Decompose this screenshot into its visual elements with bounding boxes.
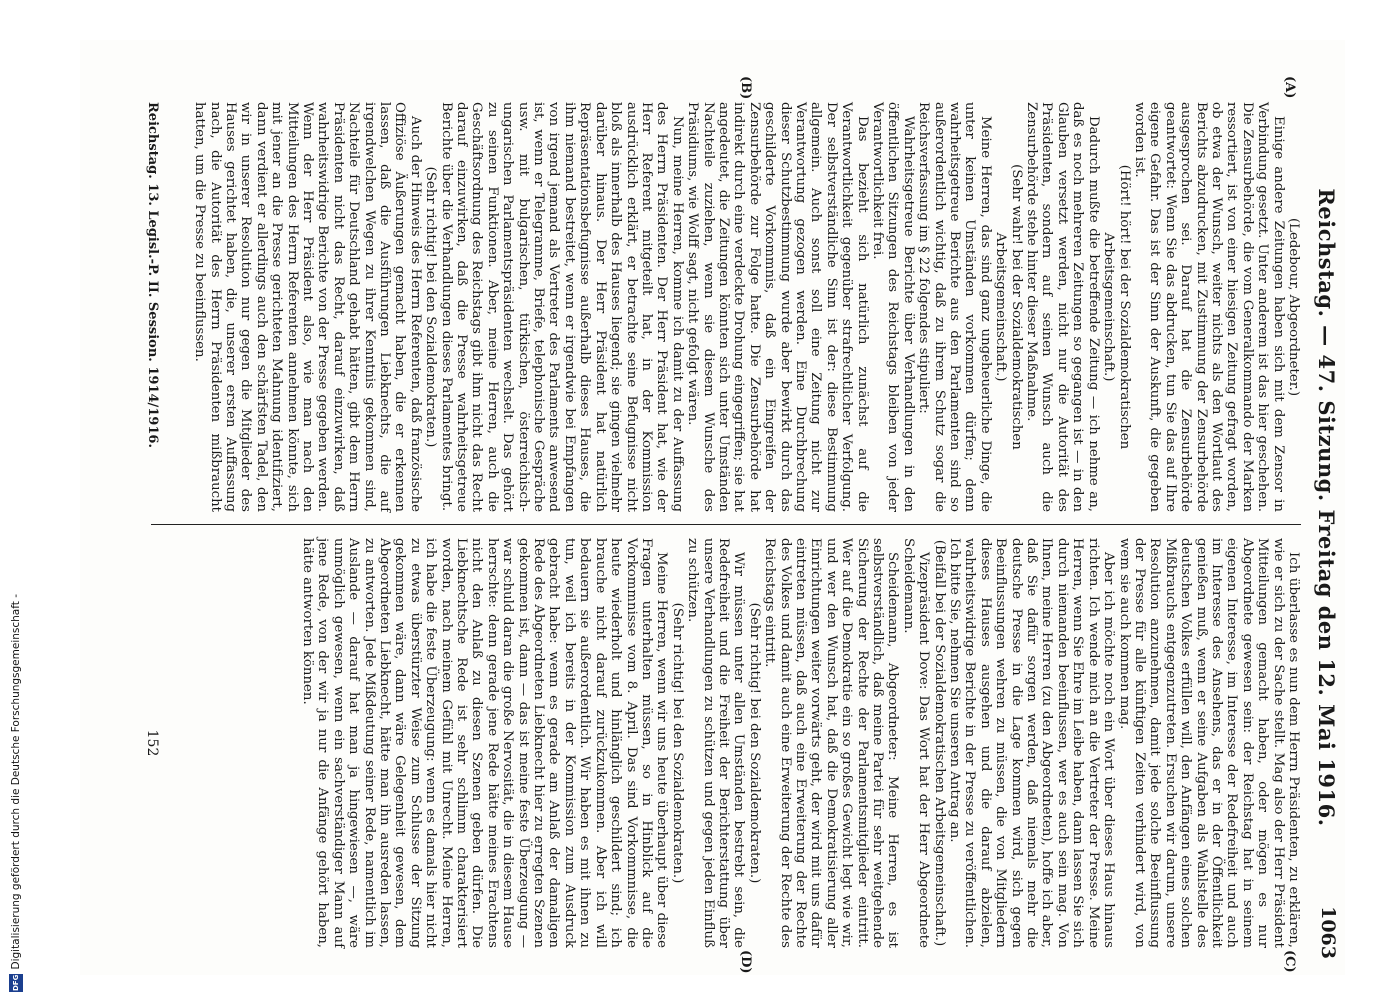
paragraph: Aber ich möchte noch ein Wort über dieses Haus hinaus richten. Ich wende mich an die Vertreter der Presse. Meine Herren, wenn Sie Ehre im Leibe haben, dann lassen Sie sich durch niemanden beeinflussen, wer es auch sein mag. Von Ihnen, meine Herren (zu den Abgeordneten), hoffe ich aber, daß Sie dafür sorgen werden, daß niemals mehr die deutsche Presse in die Lage kommen wird, sich gegen Beeinflussungen wehren zu müssen, die von Mitgliedern dieses Hauses ausgehen und die darauf abzielen, wahrheitswidrige Berichte in der Presse zu veröffentlichen. Ich bitte Sie, nehmen Sie unseren Antrag an. (947, 538, 1117, 948)
paragraph: Meine Herren, wenn wir uns heute überhaupt über diese Fragen unterhalten müssen, so in Hinblick auf die Vorkommnisse vom 8. April. Das sind Vorkommnisse, die heute wiederholt und hinlänglich geschildert sind; ich brauche nicht darauf zurückzukommen. Aber ich will bedauern sie außerordentlich. Wir haben es mit ihnen zu tun, weil ich bereits in der Kommission zum Ausdruck gebracht habe: wenn es gerade am Anlaß der damaligen Rede des Abgeordneten Liebknecht hier zu erregten Szenen gekommen ist, dann — das ist meine feste Überzeugung — war schuld daran die große Nervosität, die in diesem Hause herrschte: denn gerade jene Rede hätte meines Erachtens nicht den Anlaß zu diesen Szenen geben dürfen. Die Liebknechtsche Rede ist sehr schlimm charakterisiert worden, nach meinem Gefühl mit Unrecht. Meine Herren, ich habe die feste Überzeugung: wenn es damals hier nicht zu etwas überstürzter Weise zum Schlusse der Sitzung gekommen wäre, dann wäre Gelegenheit gewesen, dem Abgeordneten Liebknecht, hätte man ihn ausreden lassen, zu antworten. Jede Mißdeutung seiner Rede, namentlich im Auslande — darauf hat man ja hingewiesen —, wäre unmöglich gewesen, wenn ein sachverständiger Mann auf jene Rede, von der wir ja nur die Anfänge gehört haben, hätte antworten können. (300, 538, 670, 948)
speaker-line: (Ledebour, Abgeordneter.) (1286, 217, 1301, 397)
margin-marker-d: (D) (738, 950, 753, 974)
paragraph: Dadurch mußte die betreffende Zeitung — ich nehme an, daß es noch mehreren Zeitungen so gegangen ist — in den Glauben versetzt werden, nicht nur die Autorität des Präsidenten, sondern auf seinen Wunsch auch die Zensurbehörde stehe hinter dieser Maßnahme. (1024, 102, 1101, 512)
page-title: Reichstag. — 47. Sitzung. Freitag den 12. Mai 1916. (1314, 188, 1339, 827)
page-number: 1063 (1317, 906, 1339, 959)
quote: Wahrheitsgetreue Berichte über Verhandlungen in den öffentlichen Sitzungen des Reichstags bleiben von jeder Verantwortlichkeit frei. (870, 102, 916, 512)
interjection: (Sehr richtig! bei den Sozialdemokraten.) (746, 602, 762, 884)
interjection: (Hört! hört! bei der Sozialdemokratischen Arbeitsgemeinschaft.) (1101, 164, 1132, 450)
funding-note: Digitalisierung gefördert durch die Deutsche Forschungsgemeinschaft - (10, 594, 22, 970)
funding-sidebar (10, 2, 24, 992)
paragraph: Ich überlasse es nun dem Herrn Präsidenten, zu erklären, wie er sich zu der Sache stellt. Mag also der Herr Präsident Mitteilungen gemacht haben, oder mögen es nur Abgeordnete gewesen sein: der Reichstag hat in seinem eigenen Interesse, im Interesse der Redefreiheit und auch im Interesse des Ansehens, das er in der Öffentlichkeit genießen muß, wenn er seine Aufgaben als Wahlstelle des deutschen Volkes erfüllen will, den Anfängen eines solchen Mißbrauchs entgegenzutreten. Ersuchen wir darum, unsere Resolution anzunehmen, damit jede solche Beeinflussung der Presse für alle künftigen Zeiten verhindert wird, von wem sie auch kommen mag. (1116, 538, 1301, 948)
interjection: (Sehr wahr! bei der Sozialdemokratischen Arbeitsgemeinschaft.) (993, 164, 1024, 450)
interjection: (Sehr richtig! bei den Sozialdemokraten.) (423, 166, 439, 448)
paragraph: Nun, meine Herren, komme ich damit zu der Auffassung des Herrn Präsidenten. Der Herr Präsident hat, wie der Herr Referent mitgeteilt hat, in der Kommission ausdrücklich erklärt, er betrachte seine Befugnisse nicht bloß als innerhalb des Hauses liegend; sie gingen vielmehr darüber hinaus. Der Herr Präsident hat natürlich Repräsentationsbefugnisse außerhalb dieses Hauses, die ihm niemand bestreitet, wenn er irgendwie bei Empfangen von irgend jemand als Vertreter des Parlaments anwesend ist, wenn er Telegramme, Briefe, telephonische Gespräche usw. mit bulgarischen, türkischen, österreichisch-ungarischen Parlamentspräsidenten wechselt. Das gehört zu seinen Funktionen. Aber, meine Herren, auch die Geschäftsordnung des Reichstags gibt ihm nicht das Recht darauf einzuwirken, daß die Presse wahrheitsgetreue Berichte über die Verhandlungen dieses Parlamentes bringt. (438, 102, 685, 512)
footer-page-number: 152 (144, 729, 160, 757)
interjection: (Beifall bei der Sozialdemokratischen Arbeitsgemeinschaft.) (931, 539, 947, 947)
margin-marker-b: (B) (738, 76, 753, 100)
column-divider (151, 524, 1301, 525)
paragraph: Scheidemann, Abgeordneter: Meine Herren, es ist selbstverständlich, daß meine Partei für sehr weitgehende Sicherung der Rechte der Parlamentsmitglieder eintritt. Wer auf die Demokratie ein so großes Gewicht legt wie wir, und wer den Wunsch hat, daß die Demokratisierung aller Einrichtungen weiter vorwärts geht, der wird mit uns dafür eintreten müssen, daß auch eine Erweiterung der Rechte des Volkes und damit auch eine Erweiterung der Rechte des Reichstags eintritt. (762, 538, 901, 948)
left-column (192, 102, 1301, 512)
paragraph: Einige andere Zeitungen haben sich mit dem Zensor in Verbindung gesetzt. Unter anderem ist das hier geschehen. Die Zensurbehörde, die vom Generalkommando der Marken ressortiert, ist von einer hiesigen Zeitung gefragt worden, ob etwa der Wunsch, weiter nichts als den Wortlaut des Berichts abzudrucken, mit Zustimmung der Zensurbehörde ausgesprochen sei. Darauf hat die Zensurbehörde geantwortet: Wenn Sie das abdrucken, tun Sie das auf Ihre eigene Gefahr. Das ist der Sinn der Auskunft, die gegeben worden ist. (1131, 102, 1286, 512)
right-column (300, 538, 1301, 948)
margin-marker-a: (A) (1282, 76, 1297, 99)
margin-marker-c: (C) (1282, 950, 1297, 973)
paragraph: Auch der Hinweis des Herrn Referenten, daß französische Offiziöse Äußerungen gemacht haben, die er erkennen lassen, daß die Ausführungen Liebknechts, die auf irgendwelchen Wegen zu ihrer Kenntnis gekommen sind, Nachteile für Deutschland gehabt hätten, gibt dem Herrn Präsidenten nicht das Recht, darauf einzuwirken, daß wahrheitswidrige Berichte von der Presse gegeben werden. Wenn der Herr Präsident also, wie man nach den Mitteilungen des Herrn Referenten annehmen könnte, sich mit jener an die Presse gerichteten Mahnung identifiziert, dann verdient er allerdings auch den schärfsten Tadel, den wir in unserer Resolution nur gegen die Mitglieder des Hauses gerichtet haben, die, unserer ersten Auffassung nach, die Autorität des Herrn Präsidenten mißbraucht hatten, um die Presse zu beeinflussen. (192, 102, 423, 512)
page-footer: Reichstag. 13. Legisl.-P. II. Session. 1914/1916. (145, 102, 160, 448)
rotated-page (80, 40, 1345, 975)
paragraph: Das bezieht sich natürlich zunächst auf die Verantwortlichkeit gegenüber strafrechtlicher Verfolgung. Der selbstverständliche Sinn ist der: diese Bestimmung allgemein. Auch sonst soll eine Zeitung nicht zur Verantwortung gezogen werden. Eine Durchbrechung dieser Schutzbestimmung wurde aber bewirkt durch das geschilderte Vorkommnis, daß ein Eingreifen der Zensurbehörde zur Folge hatte. Die Zensurbehörde hat indirekt durch eine verdeckte Drohung eingegriffen; sie hat angedeutet, die Zeitungen könnten sich unter Umständen Nachteile zuziehen, wenn sie diesem Wunsche des Präsidiums, wie Wolff sagt, nicht gefolgt wären. (685, 102, 870, 512)
interjection: (Sehr richtig! bei den Sozialdemokraten.) (669, 602, 685, 884)
paragraph: Meine Herren, das sind ganz ungeheuerliche Dinge, die unter keinen Umständen vorkommen dürfen; denn wahrheitsgetreue Berichte aus den Parlamenten sind so außerordentlich wichtig, daß zu ihrem Schutz sogar die Reichsverfassung im § 22 folgendes stipuliert: (916, 102, 993, 512)
dfg-logo: DFG (9, 974, 23, 992)
paragraph: Wir müssen unter allen Umständen bestrebt sein, die Redefreiheit und die Freiheit der Berichterstattung über unsere Verhandlungen zu schützen und gegen jeden Einfluß zu schützen. (685, 538, 747, 948)
paragraph: Vizepräsident Dove: Das Wort hat der Herr Abgeordnete Scheidemann. (900, 538, 932, 948)
page-header (1305, 40, 1345, 975)
